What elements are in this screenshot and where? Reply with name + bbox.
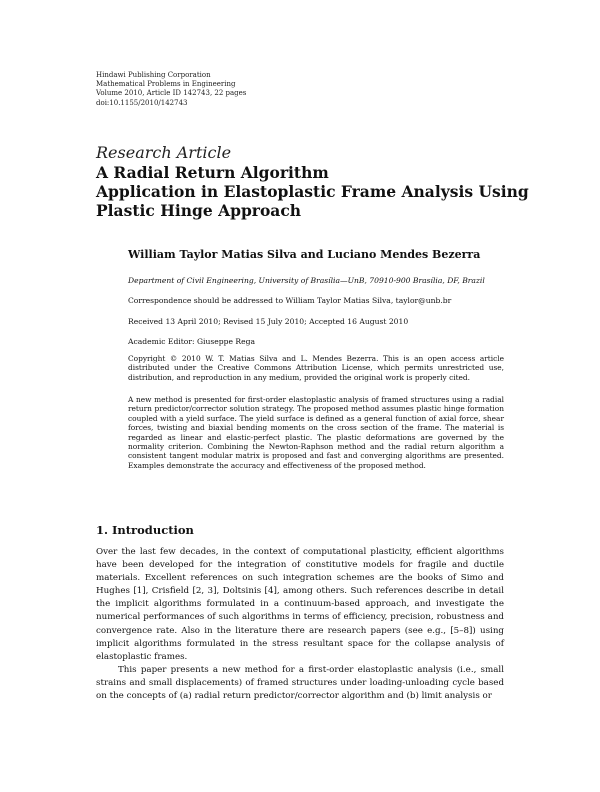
journal-line: Mathematical Problems in Engineering [96,80,236,89]
publisher-line: Hindawi Publishing Corporation [96,71,211,79]
correspondence: Correspondence should be addressed to William Taylor Matias Silva, taylor@unb.br [128,296,452,305]
academic-editor: Academic Editor: Giuseppe Rega [128,337,255,346]
paper-title [96,163,529,220]
authors: William Taylor Matias Silva and Luciano Mendes Bezerra [128,248,481,261]
introduction-body [96,546,504,703]
article-type: Research Article [96,143,232,162]
paragraph: Over the last few decades, in the context of computational plasticity, efficient algorithms have been developed for the integration of constitutive models for fragile and ductile materials. Excellent references on such integration schemes are the books of Simo and Hughes [1], Crisfield [2, 3], Doltsinis [4], among others. Such references describe in detail the implicit algorithms formulated in a continuum-based approach, and investigate the numerical performances of such algorithms in terms of efficiency, precision, robustness and convergence rate. Also in the literature there are research papers (see e.g., [5–8]) using implicit algorithms formulated in the stress resultant space for the collapse analysis of elastoplastic frames. [96,547,504,662]
doi-line: doi:10.1155/2010/142743 [96,98,188,107]
journal-header [96,71,356,108]
title-line: A Radial Return Algorithm [96,163,329,182]
abstract: A new method is presented for first-order elastoplastic analysis of framed structures using a radial return predictor/corrector solution strategy. The proposed method assumes plastic hinge formation coupled with a yield surface. The yield surface is defined as a general function of axial force, shear forces, twisting and biaxial bending moments on the cross section of the frame. The material is regarded as linear and elastic-perfect plastic. The plastic deformations are governed by the normality criterion. Combining the Newton-Raphson method and the radial return algorithm a consistent tangent modular matrix is proposed and fast and converging algorithms are presented. Examples demonstrate the accuracy and effectiveness of the proposed method. [128,395,504,470]
copyright-notice: Copyright © 2010 W. T. Matias Silva and L. Mendes Bezerra. This is an open access article distributed under the Creative Commons Attribution License, which permits unrestricted use, distribution, and reproduction in any medium, provided the original work is properly cited. [128,354,504,382]
section-heading-introduction: 1. Introduction [96,523,194,537]
affiliation: Department of Civil Engineering, University of Brasília—UnB, 70910-900 Brasília, DF, Brazil [128,276,485,285]
paragraph: This paper presents a new method for a first-order elastoplastic analysis (i.e., small strains and small displacements) of framed structures under loading-unloading cycle based on the concepts of (a) radial return predictor/corrector algorithm and (b) limit analysis or [96,664,504,702]
title-line: Application in Elastoplastic Frame Analysis Using [96,182,529,201]
received-dates: Received 13 April 2010; Revised 15 July 2010; Accepted 16 August 2010 [128,317,409,326]
title-line: Plastic Hinge Approach [96,201,302,220]
volume-line: Volume 2010, Article ID 142743, 22 pages [96,89,247,98]
